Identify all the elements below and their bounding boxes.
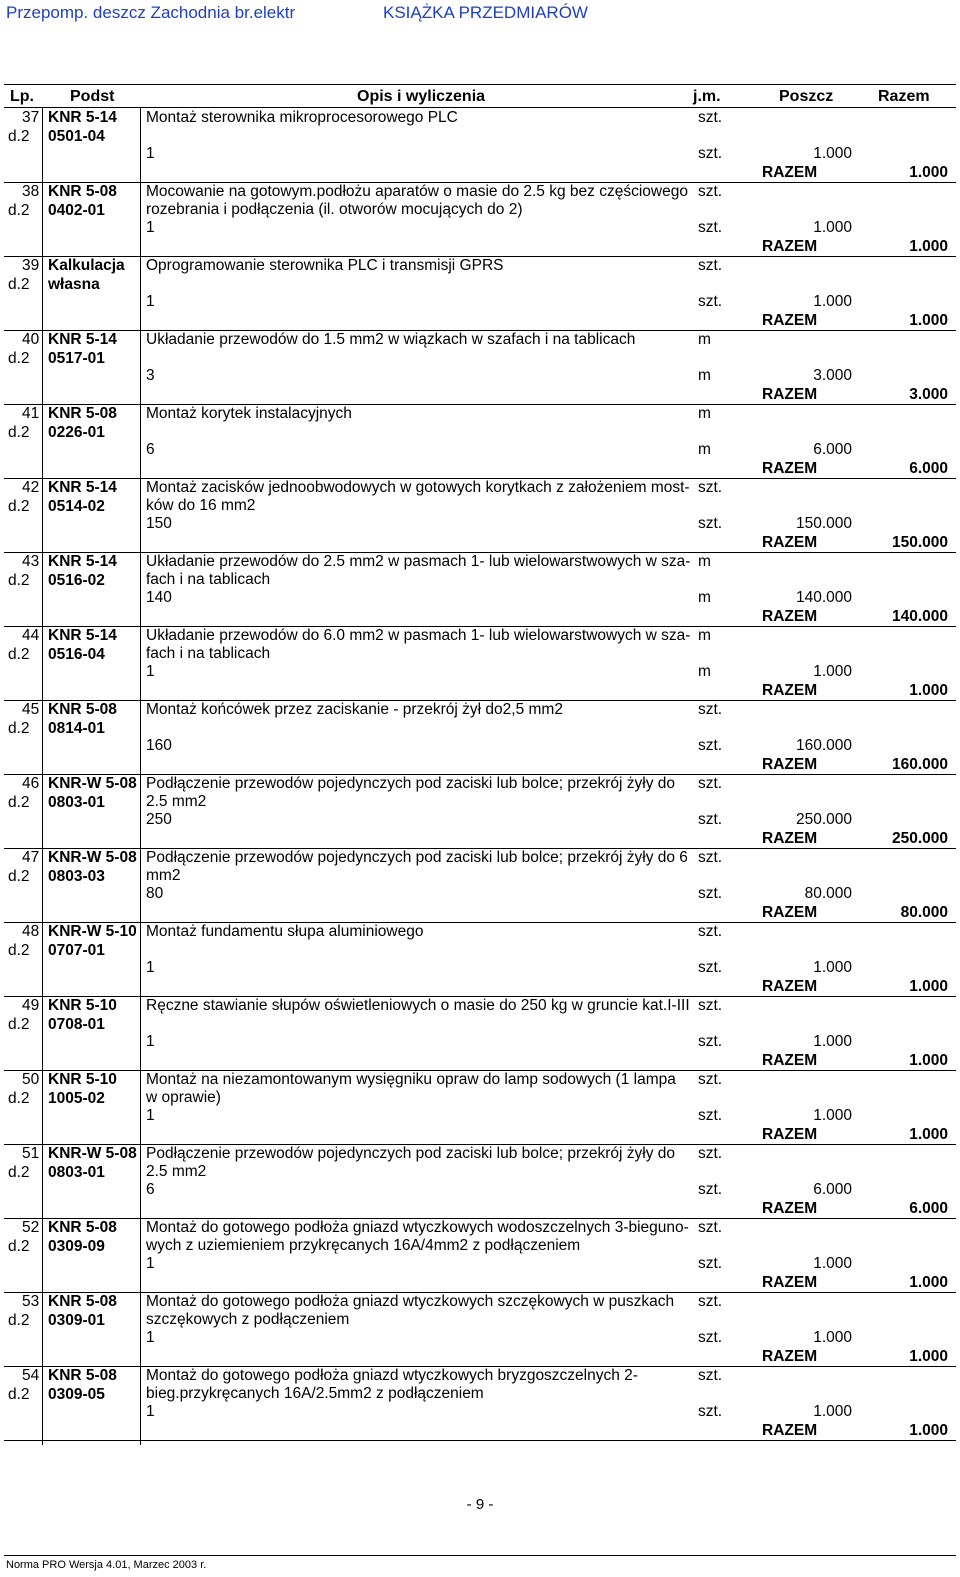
list-item: [0, 109, 960, 183]
entry-description-cont: rozebrania i podłączenia (il. otworów mocujących do 2): [146, 201, 523, 218]
entry-basis-number: 0402-01: [48, 202, 105, 219]
entry-basis-number: 0309-09: [48, 1238, 105, 1255]
entry-basis-number: 0501-04: [48, 128, 105, 145]
entry-basis-number: 0309-01: [48, 1312, 105, 1329]
entry-basis-code: KNR 5-14: [48, 331, 117, 348]
entry-basis-number: 0803-01: [48, 1164, 105, 1181]
entry-total-label: RAZEM: [762, 1274, 818, 1291]
entry-quantity-value: 150.000: [795, 515, 852, 532]
entry-quantity-row: [0, 145, 960, 165]
entry-lp-suffix: d.2: [8, 794, 30, 811]
entry-description-cont: fach i na tablicach: [146, 571, 271, 588]
entry-total-value: 1.000: [909, 978, 948, 995]
entry-lp: 40: [22, 331, 40, 348]
entry-quantity-value: 1.000: [813, 1403, 852, 1420]
entry-basis-code: KNR 5-08: [48, 405, 117, 422]
entry-unit: szt.: [698, 1293, 723, 1310]
entry-basis-code: KNR 5-14: [48, 627, 117, 644]
entry-basis-code: KNR 5-14: [48, 109, 117, 126]
entry-total-value: 3.000: [909, 386, 948, 403]
entry-total-row: [0, 386, 960, 406]
entry-basis-code: KNR 5-14: [48, 479, 117, 496]
entry-unit: szt.: [698, 109, 723, 126]
entry-lp: 44: [22, 627, 40, 644]
entry-unit: szt.: [698, 701, 723, 718]
entry-quantity-row: [0, 1033, 960, 1053]
entry-basis-code: KNR 5-08: [48, 183, 117, 200]
entry-total-label: RAZEM: [762, 830, 818, 847]
table-bottom-rule: [4, 1440, 956, 1441]
entry-unit: szt.: [698, 1145, 723, 1162]
entry-description: Podłączenie przewodów pojedynczych pod zaciski lub bolce; przekrój żyły do 6: [146, 849, 688, 866]
entry-total-row: [0, 1274, 960, 1294]
entry-total-row: [0, 1126, 960, 1146]
entry-total-label: RAZEM: [762, 386, 818, 403]
entry-quantity-value: 3.000: [813, 367, 852, 384]
entry-lp: 52: [22, 1219, 40, 1236]
entry-quantity-unit: szt.: [698, 885, 723, 902]
entry-description: Układanie przewodów do 6.0 mm2 w pasmach 1- lub wielowarstwowych w sza-: [146, 627, 691, 644]
entry-quantity-value: 140.000: [795, 589, 852, 606]
entry-quantity-row: [0, 959, 960, 979]
page-header: [0, 0, 960, 30]
header-center: KSIĄŻKA PRZEDMIARÓW: [383, 3, 588, 22]
entry-total-row: [0, 1422, 960, 1442]
entry-lp: 37: [22, 109, 40, 126]
entry-total-row: [0, 460, 960, 480]
entry-quantity-unit: szt.: [698, 1181, 723, 1198]
entry-total-row: [0, 238, 960, 258]
entry-description: Oprogramowanie sterownika PLC i transmisji GPRS: [146, 257, 504, 274]
entry-lp: 49: [22, 997, 40, 1014]
entry-quantity-expr: 140: [146, 589, 172, 606]
entry-total-label: RAZEM: [762, 756, 818, 773]
entry-quantity-expr: 1: [146, 1107, 155, 1124]
entry-quantity-unit: szt.: [698, 811, 723, 828]
entry-total-row: [0, 978, 960, 998]
entry-total-label: RAZEM: [762, 1200, 818, 1217]
entry-total-row: [0, 756, 960, 776]
entry-quantity-unit: m: [698, 367, 711, 384]
entry-quantity-row: [0, 367, 960, 387]
entry-quantity-value: 1.000: [813, 145, 852, 162]
entry-lp: 43: [22, 553, 40, 570]
entry-basis-code: KNR 5-08: [48, 701, 117, 718]
list-item: [0, 627, 960, 701]
entry-quantity-expr: 150: [146, 515, 172, 532]
entry-description: Montaż korytek instalacyjnych: [146, 405, 352, 422]
entry-quantity-unit: szt.: [698, 737, 723, 754]
entry-unit: szt.: [698, 923, 723, 940]
list-item: [0, 479, 960, 553]
entry-quantity-value: 80.000: [804, 885, 852, 902]
list-item: [0, 405, 960, 479]
entry-lp-suffix: d.2: [8, 868, 30, 885]
table-header-rule: [4, 107, 956, 108]
entry-lp: 42: [22, 479, 40, 496]
entry-unit: m: [698, 405, 711, 422]
entry-total-label: RAZEM: [762, 608, 818, 625]
entry-lp-suffix: d.2: [8, 1312, 30, 1329]
entry-total-label: RAZEM: [762, 1422, 818, 1439]
entry-total-row: [0, 534, 960, 554]
entry-total-label: RAZEM: [762, 534, 818, 551]
entry-unit: szt.: [698, 1367, 723, 1384]
entry-quantity-row: [0, 515, 960, 535]
entry-basis-code: KNR 5-08: [48, 1219, 117, 1236]
entry-basis-number: 0803-01: [48, 794, 105, 811]
entry-quantity-row: [0, 1255, 960, 1275]
entry-lp-suffix: d.2: [8, 1386, 30, 1403]
header-left: Przepomp. deszcz Zachodnia br.elektr: [6, 3, 296, 22]
entry-quantity-value: 1.000: [813, 293, 852, 310]
entry-unit: szt.: [698, 1071, 723, 1088]
entry-basis-code: KNR-W 5-08: [48, 1145, 137, 1162]
entry-total-row: [0, 312, 960, 332]
entry-description: Montaż do gotowego podłoża gniazd wtyczkowych wodoszczelnych 3-bieguno-: [146, 1219, 689, 1236]
entry-lp-suffix: d.2: [8, 942, 30, 959]
entry-quantity-expr: 1: [146, 1255, 155, 1272]
entry-total-value: 1.000: [909, 1422, 948, 1439]
entry-quantity-expr: 1: [146, 1403, 155, 1420]
entry-quantity-row: [0, 663, 960, 683]
entry-unit: szt.: [698, 183, 723, 200]
list-item: [0, 1145, 960, 1219]
entry-basis-number: 0708-01: [48, 1016, 105, 1033]
entry-basis-code: KNR 5-10: [48, 1071, 117, 1088]
entry-quantity-value: 6.000: [813, 1181, 852, 1198]
entry-basis-code: KNR 5-10: [48, 997, 117, 1014]
entry-lp-suffix: d.2: [8, 720, 30, 737]
entry-description-cont: fach i na tablicach: [146, 645, 271, 662]
entry-lp: 53: [22, 1293, 40, 1310]
entry-basis-number: 0309-05: [48, 1386, 105, 1403]
entry-description: Układanie przewodów do 2.5 mm2 w pasmach 1- lub wielowarstwowych w sza-: [146, 553, 691, 570]
entry-total-label: RAZEM: [762, 1126, 818, 1143]
entry-quantity-expr: 6: [146, 441, 155, 458]
entry-quantity-unit: szt.: [698, 1403, 723, 1420]
entry-lp: 41: [22, 405, 40, 422]
list-item: [0, 331, 960, 405]
entry-quantity-expr: 1: [146, 663, 155, 680]
entry-total-row: [0, 1348, 960, 1368]
entry-total-value: 6.000: [909, 460, 948, 477]
entry-lp: 54: [22, 1367, 40, 1384]
entry-quantity-row: [0, 811, 960, 831]
entry-total-row: [0, 164, 960, 184]
page-number: - 9 -: [466, 1496, 494, 1513]
entry-unit: m: [698, 553, 711, 570]
table-top-rule: [4, 84, 956, 85]
entry-description: Montaż końcówek przez zaciskanie - przekrój żył do2,5 mm2: [146, 701, 563, 718]
entry-lp: 45: [22, 701, 40, 718]
entry-description-cont: ków do 16 mm2: [146, 497, 256, 514]
entry-description: Montaż do gotowego podłoża gniazd wtyczkowych bryzgoszczelnych 2-: [146, 1367, 638, 1384]
entry-description-cont: 2.5 mm2: [146, 793, 207, 810]
entry-total-row: [0, 830, 960, 850]
entry-basis-number: 0514-02: [48, 498, 105, 515]
entry-basis-number: 0517-01: [48, 350, 105, 367]
entry-basis-code: KNR-W 5-08: [48, 849, 137, 866]
entry-quantity-value: 160.000: [795, 737, 852, 754]
list-item: [0, 849, 960, 923]
entry-lp: 47: [22, 849, 40, 866]
entry-lp-suffix: d.2: [8, 646, 30, 663]
entry-description: Podłączenie przewodów pojedynczych pod zaciski lub bolce; przekrój żyły do: [146, 1145, 675, 1162]
entry-quantity-unit: szt.: [698, 293, 723, 310]
entry-total-label: RAZEM: [762, 164, 818, 181]
entry-total-value: 1.000: [909, 1052, 948, 1069]
entry-total-value: 250.000: [891, 830, 948, 847]
entry-total-value: 160.000: [891, 756, 948, 773]
entry-basis-code: KNR 5-08: [48, 1367, 117, 1384]
entry-quantity-value: 1.000: [813, 1329, 852, 1346]
entry-lp: 48: [22, 923, 40, 940]
entry-quantity-row: [0, 1329, 960, 1349]
col-jm: j.m.: [693, 88, 721, 105]
col-lp: Lp.: [10, 88, 34, 105]
entry-description: Mocowanie na gotowym.podłożu aparatów o masie do 2.5 kg bez częściowego: [146, 183, 688, 200]
entry-quantity-expr: 250: [146, 811, 172, 828]
entry-lp-suffix: d.2: [8, 572, 30, 589]
entry-quantity-expr: 1: [146, 1329, 155, 1346]
entry-lp-suffix: d.2: [8, 276, 30, 293]
entry-quantity-unit: m: [698, 663, 711, 680]
entry-quantity-row: [0, 1181, 960, 1201]
entry-quantity-unit: szt.: [698, 1255, 723, 1272]
entry-description-cont: w oprawie): [146, 1089, 221, 1106]
entry-total-label: RAZEM: [762, 978, 818, 995]
entry-basis-code: KNR 5-08: [48, 1293, 117, 1310]
entry-description: Montaż do gotowego podłoża gniazd wtyczkowych szczękowych w puszkach: [146, 1293, 675, 1310]
entry-basis-code: KNR-W 5-10: [48, 923, 137, 940]
entry-quantity-row: [0, 885, 960, 905]
entry-unit: szt.: [698, 849, 723, 866]
entry-unit: szt.: [698, 775, 723, 792]
entry-total-value: 6.000: [909, 1200, 948, 1217]
entry-quantity-row: [0, 589, 960, 609]
footer-rule: [4, 1555, 956, 1556]
entry-total-value: 1.000: [909, 312, 948, 329]
entry-quantity-unit: szt.: [698, 1033, 723, 1050]
entry-total-row: [0, 682, 960, 702]
list-item: [0, 775, 960, 849]
entry-quantity-unit: szt.: [698, 219, 723, 236]
entry-basis-number: 0226-01: [48, 424, 105, 441]
list-item: [0, 183, 960, 257]
entry-total-value: 1.000: [909, 164, 948, 181]
entry-quantity-value: 1.000: [813, 219, 852, 236]
entry-quantity-value: 1.000: [813, 1033, 852, 1050]
entry-quantity-value: 250.000: [795, 811, 852, 828]
list-item: [0, 1071, 960, 1145]
entry-basis-code: KNR 5-14: [48, 553, 117, 570]
entry-total-value: 1.000: [909, 1126, 948, 1143]
entry-quantity-value: 1.000: [813, 663, 852, 680]
entry-total-value: 1.000: [909, 1348, 948, 1365]
col-poszcz: Poszcz: [779, 88, 834, 105]
entry-description-cont: bieg.przykręcanych 16A/2.5mm2 z podłączeniem: [146, 1385, 484, 1402]
entry-lp-suffix: d.2: [8, 1016, 30, 1033]
entry-unit: m: [698, 627, 711, 644]
entry-unit: szt.: [698, 1219, 723, 1236]
entry-description: Montaż na niezamontowanym wysięgniku opraw do lamp sodowych (1 lampa: [146, 1071, 676, 1088]
entry-total-label: RAZEM: [762, 238, 818, 255]
entry-lp-suffix: d.2: [8, 1164, 30, 1181]
entry-total-row: [0, 904, 960, 924]
entry-description-cont: 2.5 mm2: [146, 1163, 207, 1180]
list-item: [0, 553, 960, 627]
entry-unit: szt.: [698, 479, 723, 496]
entry-basis-code: KNR-W 5-08: [48, 775, 137, 792]
list-item: [0, 257, 960, 331]
entry-quantity-expr: 160: [146, 737, 172, 754]
entry-quantity-value: 1.000: [813, 959, 852, 976]
entry-basis-number: 0516-04: [48, 646, 105, 663]
entry-description: Układanie przewodów do 1.5 mm2 w wiązkach w szafach i na tablicach: [146, 331, 636, 348]
entry-description-cont: szczękowych z podłączeniem: [146, 1311, 350, 1328]
entry-lp-suffix: d.2: [8, 1238, 30, 1255]
entry-basis-number: 0707-01: [48, 942, 105, 959]
entry-description-cont: wych z uziemieniem przykręcanych 16A/4mm2 z podłączeniem: [146, 1237, 581, 1254]
entry-quantity-expr: 80: [146, 885, 164, 902]
entry-total-row: [0, 1200, 960, 1220]
entry-unit: szt.: [698, 997, 723, 1014]
entry-unit: szt.: [698, 257, 723, 274]
entry-description-cont: mm2: [146, 867, 181, 884]
col-opis: Opis i wyliczenia: [357, 88, 486, 105]
entry-lp: 50: [22, 1071, 40, 1088]
entry-total-row: [0, 608, 960, 628]
entry-quantity-unit: szt.: [698, 1107, 723, 1124]
entry-lp: 46: [22, 775, 40, 792]
entry-description: Ręczne stawianie słupów oświetleniowych o masie do 250 kg w gruncie kat.I-III: [146, 997, 690, 1014]
entry-quantity-expr: 6: [146, 1181, 155, 1198]
entry-quantity-unit: szt.: [698, 515, 723, 532]
entry-description: Montaż sterownika mikroprocesorowego PLC: [146, 109, 458, 126]
entry-quantity-unit: szt.: [698, 1329, 723, 1346]
entry-lp-suffix: d.2: [8, 424, 30, 441]
entry-basis-number: 1005-02: [48, 1090, 105, 1107]
list-item: [0, 1219, 960, 1293]
entry-quantity-unit: m: [698, 441, 711, 458]
entry-lp-suffix: d.2: [8, 128, 30, 145]
entry-quantity-unit: szt.: [698, 145, 723, 162]
list-item: [0, 1293, 960, 1367]
list-item: [0, 701, 960, 775]
entry-quantity-value: 6.000: [813, 441, 852, 458]
col-podst: Podst: [70, 88, 115, 105]
entry-total-label: RAZEM: [762, 1052, 818, 1069]
entry-basis-number: własna: [48, 276, 100, 293]
list-item: [0, 997, 960, 1071]
entry-total-value: 1.000: [909, 238, 948, 255]
entry-basis-code: Kalkulacja: [48, 257, 125, 274]
entry-quantity-value: 1.000: [813, 1255, 852, 1272]
entry-total-value: 150.000: [891, 534, 948, 551]
entry-total-value: 1.000: [909, 682, 948, 699]
entry-total-value: 1.000: [909, 1274, 948, 1291]
entry-lp: 39: [22, 257, 40, 274]
col-razem: Razem: [878, 88, 930, 105]
entry-quantity-unit: m: [698, 589, 711, 606]
entry-total-row: [0, 1052, 960, 1072]
entry-quantity-expr: 1: [146, 219, 155, 236]
entry-quantity-unit: szt.: [698, 959, 723, 976]
list-item: [0, 923, 960, 997]
entry-basis-number: 0516-02: [48, 572, 105, 589]
entry-lp: 51: [22, 1145, 40, 1162]
entry-quantity-row: [0, 293, 960, 313]
entry-total-label: RAZEM: [762, 1348, 818, 1365]
entry-description: Montaż zacisków jednoobwodowych w gotowych korytkach z założeniem most-: [146, 479, 690, 496]
entry-quantity-expr: 1: [146, 145, 155, 162]
entry-description: Montaż fundamentu słupa aluminiowego: [146, 923, 424, 940]
entry-quantity-expr: 1: [146, 1033, 155, 1050]
entry-quantity-row: [0, 219, 960, 239]
entry-unit: m: [698, 331, 711, 348]
entry-quantity-expr: 3: [146, 367, 155, 384]
list-item: [0, 1367, 960, 1441]
entry-lp-suffix: d.2: [8, 350, 30, 367]
entry-quantity-row: [0, 1107, 960, 1127]
entry-description: Podłączenie przewodów pojedynczych pod zaciski lub bolce; przekrój żyły do: [146, 775, 675, 792]
entry-total-value: 140.000: [891, 608, 948, 625]
entry-quantity-row: [0, 441, 960, 461]
footer-text: Norma PRO Wersja 4.01, Marzec 2003 r.: [6, 1559, 207, 1571]
entry-basis-number: 0814-01: [48, 720, 105, 737]
entry-quantity-expr: 1: [146, 959, 155, 976]
entry-quantity-value: 1.000: [813, 1107, 852, 1124]
entry-total-label: RAZEM: [762, 312, 818, 329]
entry-lp: 38: [22, 183, 40, 200]
entry-quantity-row: [0, 1403, 960, 1423]
entry-basis-number: 0803-03: [48, 868, 105, 885]
entry-lp-suffix: d.2: [8, 1090, 30, 1107]
entry-quantity-expr: 1: [146, 293, 155, 310]
entry-lp-suffix: d.2: [8, 202, 30, 219]
entry-total-label: RAZEM: [762, 682, 818, 699]
entry-quantity-row: [0, 737, 960, 757]
entry-total-label: RAZEM: [762, 904, 818, 921]
entry-lp-suffix: d.2: [8, 498, 30, 515]
entry-total-label: RAZEM: [762, 460, 818, 477]
entry-total-value: 80.000: [900, 904, 948, 921]
